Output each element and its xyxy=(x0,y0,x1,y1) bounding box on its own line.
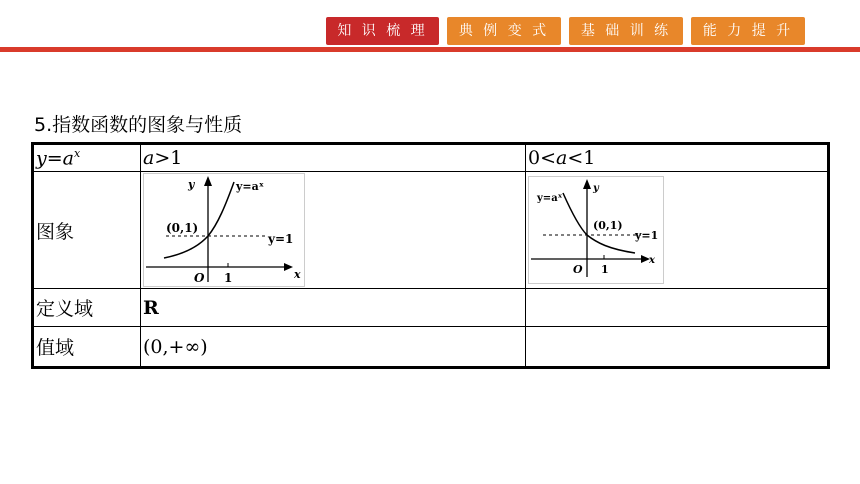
section-heading: 5.指数函数的图象与性质 xyxy=(34,114,243,136)
properties-table xyxy=(31,142,830,369)
domain-label: 定义域 xyxy=(33,289,141,327)
asymptote-label: y=1 xyxy=(635,229,659,242)
x-axis-label: x xyxy=(294,268,301,281)
domain-value-empty xyxy=(526,289,829,327)
header-rule xyxy=(0,47,860,52)
point-label: (0,1) xyxy=(166,221,199,235)
case-a-between-zero-one: 0<a<1 xyxy=(526,144,829,172)
range-label: 值域 xyxy=(33,327,141,368)
function-cell: $y=a^x$ xyxy=(33,144,141,172)
range-value: (0,+∞) xyxy=(141,327,526,368)
curve-label: y=aˣ xyxy=(537,193,563,204)
origin-label: O xyxy=(573,263,583,276)
range-value-empty xyxy=(526,327,829,368)
case-a-greater-one: a>1 xyxy=(141,144,526,172)
tab-basic-training[interactable]: 基 础 训 练 xyxy=(569,17,683,45)
one-label: 1 xyxy=(601,263,609,276)
x-axis-label: x xyxy=(649,255,655,266)
one-label: 1 xyxy=(224,271,233,285)
domain-value: R xyxy=(141,289,526,327)
table-header-row xyxy=(33,144,829,172)
section-tabs xyxy=(326,17,805,45)
tab-ability[interactable]: 能 力 提 升 xyxy=(691,17,805,45)
table-row-domain xyxy=(33,289,829,327)
y-axis-label: y xyxy=(188,178,195,191)
growth-graph xyxy=(143,173,305,287)
tab-examples[interactable]: 典 例 变 式 xyxy=(447,17,561,45)
point-label: (0,1) xyxy=(593,219,623,232)
table-row-range xyxy=(33,327,829,368)
graph-cell-decay xyxy=(526,172,829,289)
asymptote-label: y=1 xyxy=(268,232,294,246)
table-row-graph xyxy=(33,172,829,289)
curve-label: y=aˣ xyxy=(236,180,264,193)
tab-knowledge[interactable]: 知 识 梳 理 xyxy=(326,17,439,45)
graph-cell-growth xyxy=(141,172,526,289)
graph-label: 图象 xyxy=(33,172,141,289)
origin-label: O xyxy=(194,271,205,285)
y-axis-label: y xyxy=(593,183,599,194)
decay-graph xyxy=(528,176,664,284)
